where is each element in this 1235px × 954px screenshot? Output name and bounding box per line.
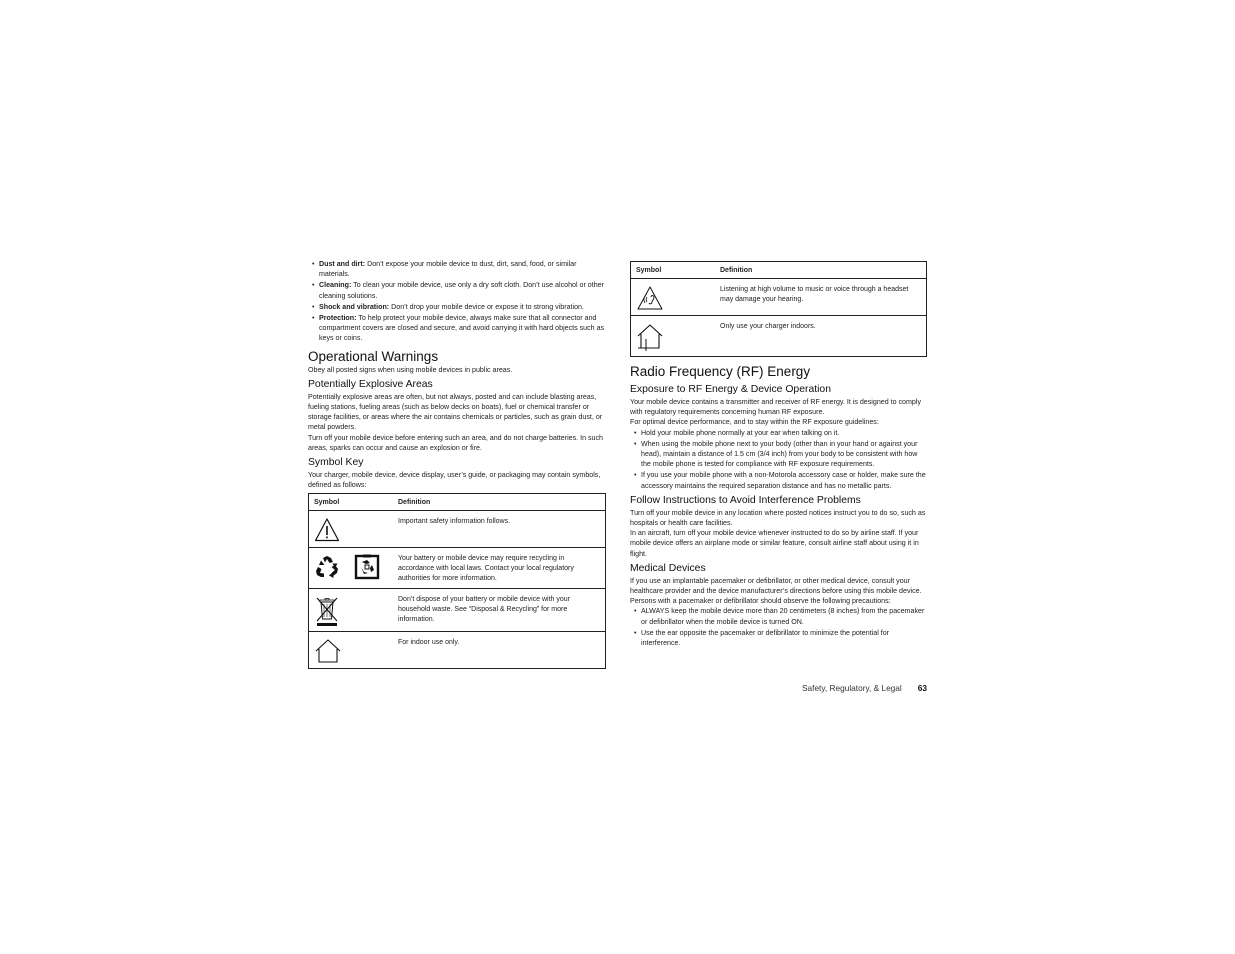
medical-list: [630, 606, 928, 648]
definition-cell: For indoor use only.: [393, 632, 606, 669]
symbol-cell: [309, 548, 394, 589]
medical-paragraph: If you use an implantable pacemaker or defibrillator, or other medical device, consult your healthcare provider and the device manufacturer’s directions before using this mobile device.: [630, 576, 922, 596]
rf-paragraph: For optimal device performance, and to stay within the RF exposure guidelines:: [630, 418, 879, 427]
hearing-warning-icon: [636, 285, 664, 311]
rf-exposure-heading: Exposure to RF Energy & Device Operation: [630, 384, 831, 395]
table-row: [309, 548, 606, 589]
symbol-key-heading: Symbol Key: [308, 457, 364, 469]
explosive-areas-paragraph: Potentially explosive areas are often, but not always, posted and can include blasting areas, fueling stations, fueling areas (such as below decks on boats), fuel or chemical transfer or storage facilities, or areas where the air contains chemicals or particles, such as grain dust, or metal powders.: [308, 392, 603, 432]
medical-devices-heading: Medical Devices: [630, 562, 706, 574]
explosive-areas-paragraph: Turn off your mobile device before entering such an area, and do not charge batteries. In such areas, sparks can occur and cause an explosion or fire.: [308, 433, 603, 452]
right-column: [630, 259, 928, 649]
symbol-cell: [631, 316, 716, 357]
list-item: [308, 313, 606, 344]
battery-recycling-icon: [354, 554, 380, 580]
interference-heading: Follow Instructions to Avoid Interference Problems: [630, 494, 861, 506]
rf-paragraph: Your mobile device contains a transmitter and receiver of RF energy. It is designed to comply with regulatory requirements concerning human RF exposure.: [630, 398, 921, 417]
bullet-term: Dust and dirt:: [319, 260, 366, 268]
rf-energy-heading: Radio Frequency (RF) Energy: [630, 364, 811, 379]
interference-paragraph: In an aircraft, turn off your mobile device whenever instructed to do so by airline staff. If your mobile device offers an airplane mode or similar feature, consult airline staff about using it in flight.: [630, 529, 919, 558]
footer-section-title: Safety, Regulatory, & Legal: [801, 683, 902, 693]
bullet-term: Shock and vibration:: [319, 302, 390, 311]
care-list: [308, 259, 606, 344]
warning-triangle-icon: [314, 517, 340, 543]
definition-cell: Important safety information follows.: [393, 511, 606, 548]
explosive-areas-heading: Potentially Explosive Areas: [308, 378, 433, 390]
list-item: [308, 259, 606, 279]
definition-cell: Listening at high volume to music or voice through a headset may damage your hearing.: [715, 279, 927, 316]
table-row: [631, 279, 927, 316]
list-item: • When using the mobile phone next to your body (other than in your hand or against your head), maintain a distance of 1.5 cm (3/4 inch) from your body to be consistent with how the mobile phone is tested for compliance with RF exposure requirements.: [630, 439, 928, 470]
column-header-symbol: Symbol: [631, 262, 716, 279]
page-footer: [630, 683, 927, 693]
definition-cell: Your battery or mobile device may require recycling in accordance with local laws. Contact your local regulatory authorities for more information.: [393, 548, 606, 589]
medical-paragraph: Persons with a pacemaker or defibrillator should observe the following precautions:: [630, 597, 891, 606]
list-item: • If you use your mobile phone with a non-Motorola accessory case or holder, make sure the accessory maintains the required separation distance and has no metallic parts.: [630, 470, 928, 490]
bullet-term: Protection:: [319, 314, 357, 323]
table-row: [309, 632, 606, 669]
bullet-term: Cleaning:: [319, 281, 352, 290]
indoor-charger-icon: [636, 322, 664, 352]
symbol-cell: [309, 511, 394, 548]
interference-paragraph: Turn off your mobile device in any location where posted notices instruct you to do so, such as hospitals or health care facilities.: [630, 508, 926, 528]
table-row: [631, 316, 927, 357]
list-item: • ALWAYS keep the mobile device more than 20 centimeters (8 inches) from the pacemaker or defibrillator when the mobile device is turned ON.: [630, 606, 928, 626]
recycling-symbols: [314, 554, 388, 580]
symbol-cell: [631, 279, 716, 316]
symbol-cell: [309, 589, 394, 632]
crossed-bin-icon: [314, 595, 340, 627]
table-header-row: [631, 262, 927, 279]
symbol-key-intro: Your charger, mobile device, device display, user’s guide, or packaging may contain symbols, defined as follows:: [308, 471, 601, 490]
definition-cell: Only use your charger indoors.: [715, 316, 927, 357]
hearing-symbol-table: [630, 261, 927, 357]
column-header-symbol: Symbol: [309, 494, 394, 511]
column-header-definition: Definition: [393, 494, 606, 511]
bullet-text: Don’t drop your mobile device or expose it to strong vibration.: [389, 302, 584, 311]
list-item: [308, 302, 606, 312]
bullet-text: Don’t expose your mobile device to dust, dirt, sand, food, or similar materials.: [319, 260, 577, 279]
list-item: • Use the ear opposite the pacemaker or defibrillator to minimize the potential for interference.: [630, 628, 928, 648]
page-number: 63: [917, 683, 927, 693]
symbol-key-table: [308, 493, 606, 669]
rf-list: [630, 428, 928, 491]
left-column: [308, 259, 606, 669]
table-header-row: [309, 494, 606, 511]
operational-warnings-intro: Obey all posted signs when using mobile devices in public areas.: [308, 365, 513, 374]
list-item: • Hold your mobile phone normally at your ear when talking on it.: [630, 428, 928, 438]
bullet-text: To help protect your mobile device, always make sure that all connector and compartment covers are closed and secure, and avoid carrying it with hard objects such as keys or coins.: [319, 314, 605, 343]
definition-cell: Don’t dispose of your battery or mobile device with your household waste. See “Disposal & Recycling” for more information.: [393, 589, 606, 632]
operational-warnings-heading: Operational Warnings: [308, 348, 439, 364]
list-item: [308, 280, 606, 300]
table-row: [309, 589, 606, 632]
bullet-text: To clean your mobile device, use only a dry soft cloth. Don’t use alcohol or other cleaning solutions.: [319, 281, 604, 300]
house-icon: [314, 638, 342, 664]
symbol-cell: [309, 632, 394, 669]
column-header-definition: Definition: [715, 262, 927, 279]
recycling-icon: [314, 554, 340, 580]
table-row: [309, 511, 606, 548]
